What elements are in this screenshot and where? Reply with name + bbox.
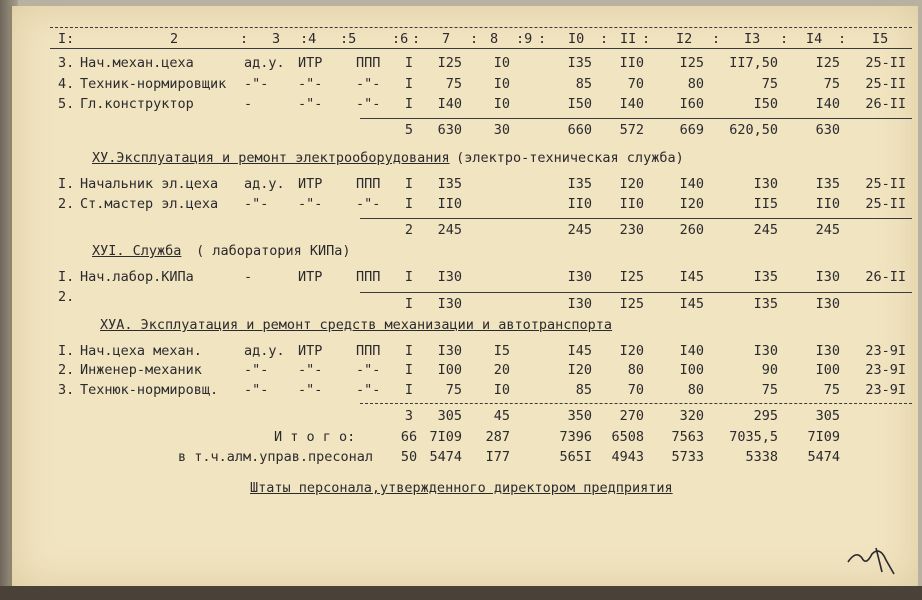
s2-total-c12: 260 — [679, 222, 704, 238]
s2-row-1-c11: II0 — [619, 196, 644, 212]
s1-row-1-c8: I0 — [493, 76, 510, 92]
s2-row-1-c15: 25-II — [865, 196, 906, 212]
s4-row-2-c11: 70 — [627, 382, 644, 398]
s2-row-1-c10: II0 — [567, 196, 592, 212]
s1-row-2-c11: I40 — [619, 96, 644, 112]
header-col-17: I2 — [676, 31, 693, 47]
header-col-23: I5 — [872, 31, 889, 47]
s1-row-2-c4: -"- — [298, 96, 323, 112]
s1-total-c10: 660 — [567, 122, 592, 138]
header-col-3: 3 — [272, 31, 281, 47]
s3-row-0-c13: I35 — [753, 269, 778, 285]
s1-row-2-c7: I40 — [437, 96, 462, 112]
s2-row-0-c11: I20 — [619, 176, 644, 192]
s4-row-0-num: I. — [58, 343, 75, 359]
s1-row-0-c15: 25-II — [865, 55, 906, 71]
adm-c10: 565I — [559, 449, 592, 465]
s4-total-c10: 350 — [567, 408, 592, 424]
handwritten-mark — [842, 540, 902, 580]
s1-row-0-c10: I35 — [567, 55, 592, 71]
adm-c6: 50 — [400, 449, 418, 465]
s1-row-0-c12: I25 — [679, 55, 704, 71]
s4-row-1-c5: -"- — [356, 362, 381, 378]
header-col-19: I3 — [744, 31, 761, 47]
s3-row-0-c6: I — [404, 269, 414, 285]
s1-row-1-c3: -"- — [244, 76, 269, 92]
s1-total-c13: 620,50 — [729, 122, 778, 138]
s2-title: ХУ.Эксплуатация и ремонт электрооборудования — [92, 150, 450, 166]
header-col-2: : — [240, 31, 249, 47]
adm-label: в т.ч.алм.управ.пресонал — [178, 449, 374, 465]
s4-row-2-c4: -"- — [298, 382, 323, 398]
s3-row-0-num: I. — [58, 269, 75, 285]
s4-row-0-c5: ППП — [356, 343, 381, 359]
footer-title: Штаты персонала,утвержденного директором предприятия — [250, 480, 673, 496]
s4-row-1-c15: 23-9I — [865, 362, 906, 378]
s4-total-c8: 45 — [493, 408, 510, 424]
s3-row-0-c11: I25 — [619, 269, 644, 285]
s4-row-1-c6: I — [404, 362, 414, 378]
document-page — [10, 6, 918, 588]
s1-row-0-c14: I25 — [815, 55, 840, 71]
header-col-6: :6 — [392, 31, 409, 47]
s4-row-0-c12: I40 — [679, 343, 704, 359]
s4-row-0-c8: I5 — [493, 343, 510, 359]
s3-row-0-c5: ППП — [356, 269, 381, 285]
s4-total-c12: 320 — [679, 408, 704, 424]
s1-row-0-c13: II7,50 — [729, 55, 778, 71]
s4-row-0-c3: ад.у. — [244, 343, 285, 359]
s4-total-c7: 305 — [437, 408, 462, 424]
s3-title-rest: ( лаборатория КИПа) — [188, 243, 351, 259]
s4-row-1-c12: I00 — [679, 362, 704, 378]
s4-title: ХУА. Эксплуатация и ремонт средств механизации и автотранспорта — [100, 317, 613, 333]
s4-row-1-c10: I20 — [567, 362, 592, 378]
s1-row-0-c11: II0 — [619, 55, 644, 71]
s4-row-1-c4: -"- — [298, 362, 323, 378]
s2-row-0-c4: ИТР — [298, 176, 323, 192]
s2-row-1-num: 2. — [58, 196, 75, 212]
s4-row-0-c10: I45 — [567, 343, 592, 359]
adm-c12: 5733 — [671, 449, 704, 465]
itogo-c8: 287 — [485, 429, 510, 445]
s1-row-2-c13: I50 — [753, 96, 778, 112]
itogo-c14: 7I09 — [807, 429, 840, 445]
header-col-11: :9 — [516, 31, 533, 47]
s4-row-1-c3: -"- — [244, 362, 269, 378]
s3-total-c14: I30 — [815, 296, 840, 312]
s4-row-2-c6: I — [404, 382, 414, 398]
header-col-22: : — [838, 31, 847, 47]
s4-row-1-c11: 80 — [627, 362, 644, 378]
s2-row-1-c14: II0 — [815, 196, 840, 212]
s3-total-c7: I30 — [437, 296, 462, 312]
adm-c11: 4943 — [611, 449, 644, 465]
s3-row-0-c12: I45 — [679, 269, 704, 285]
header-bottom-line — [50, 48, 912, 49]
adm-c13: 5338 — [745, 449, 778, 465]
s2-row-1-c4: -"- — [298, 196, 323, 212]
s4-row-2-c8: I0 — [493, 382, 510, 398]
s1-row-2-c3: - — [244, 96, 253, 112]
s3-row-0-c10: I30 — [567, 269, 592, 285]
s4-total-line — [360, 403, 912, 404]
s1-row-2-c14: I40 — [815, 96, 840, 112]
itogo-c12: 7563 — [671, 429, 704, 445]
s4-row-1-c13: 90 — [761, 362, 778, 378]
s3-row-0-c3: - — [244, 269, 253, 285]
s1-row-2-name: Гл.конструктор — [80, 96, 194, 112]
s1-total-c12: 669 — [679, 122, 704, 138]
s4-row-2-name: Технюк-нормировщ. — [80, 382, 219, 398]
s4-row-1-num: 2. — [58, 362, 75, 378]
header-col-4: :4 — [300, 31, 317, 47]
s1-row-0-c5: ППП — [356, 55, 381, 71]
s4-row-0-c15: 23-9I — [865, 343, 906, 359]
s3-total-c6: I — [404, 296, 414, 312]
s2-row-0-c6: I — [404, 176, 414, 192]
s1-row-0-name: Нач.механ.цеха — [80, 55, 194, 71]
s4-row-2-num: 3. — [58, 382, 75, 398]
s2-row-1-c12: I20 — [679, 196, 704, 212]
s4-row-0-c11: I20 — [619, 343, 644, 359]
s3-title: ХУI. Служба — [92, 243, 182, 259]
s4-row-2-c13: 75 — [761, 382, 778, 398]
s4-row-1-c14: I00 — [815, 362, 840, 378]
s4-row-2-c5: -"- — [356, 382, 381, 398]
s4-row-0-c4: ИТР — [298, 343, 323, 359]
s1-total-c8: 30 — [493, 122, 510, 138]
s1-row-1-name: Техник-нормировщик — [80, 76, 227, 92]
adm-c7: 5474 — [429, 449, 462, 465]
s2-row-1-c7: II0 — [437, 196, 462, 212]
s2-row-0-c10: I35 — [567, 176, 592, 192]
s2-row-1-name: Ст.мастер эл.цеха — [80, 196, 219, 212]
adm-c8: I77 — [485, 449, 510, 465]
s4-total-c13: 295 — [753, 408, 778, 424]
s3-row-0-c14: I30 — [815, 269, 840, 285]
s3-total-c13: I35 — [753, 296, 778, 312]
header-col-13: I0 — [568, 31, 585, 47]
s1-row-1-c6: I — [404, 76, 414, 92]
s4-row-2-c10: 85 — [575, 382, 592, 398]
s1-row-1-c11: 70 — [627, 76, 644, 92]
header-col-10: 8 — [490, 31, 499, 47]
itogo-label: И т о г о: — [274, 429, 356, 445]
s1-row-2-c12: I60 — [679, 96, 704, 112]
s2-row-0-name: Начальник эл.цеха — [80, 176, 219, 192]
itogo-c10: 7396 — [559, 429, 592, 445]
s2-row-0-c15: 25-II — [865, 176, 906, 192]
s4-row-0-c6: I — [404, 343, 414, 359]
s2-row-0-c14: I35 — [815, 176, 840, 192]
s3-total-c11: I25 — [619, 296, 644, 312]
s4-row-0-c7: I30 — [437, 343, 462, 359]
s1-row-2-c6: I — [404, 96, 414, 112]
s2-total-c6: 2 — [404, 222, 414, 238]
adm-c14: 5474 — [807, 449, 840, 465]
header-col-12: : — [538, 31, 547, 47]
s3-row-0-c7: I30 — [437, 269, 462, 285]
s1-row-1-c10: 85 — [575, 76, 592, 92]
s1-row-0-c6: I — [404, 55, 414, 71]
s1-row-1-c13: 75 — [761, 76, 778, 92]
header-col-9: : — [470, 31, 479, 47]
header-col-14: : — [600, 31, 609, 47]
s3-row-1-num: 2. — [58, 289, 75, 305]
s4-row-2-c3: -"- — [244, 382, 269, 398]
s1-row-0-c4: ИТР — [298, 55, 323, 71]
s2-row-1-c5: -"- — [356, 196, 381, 212]
s2-row-0-num: I. — [58, 176, 75, 192]
s4-row-0-name: Нач.цеха механ. — [80, 343, 202, 359]
s2-row-0-c12: I40 — [679, 176, 704, 192]
page-bottom-shadow — [0, 586, 922, 600]
s2-total-c11: 230 — [619, 222, 644, 238]
s1-row-0-c3: ад.у. — [244, 55, 285, 71]
s2-total-c10: 245 — [567, 222, 592, 238]
s2-row-0-c13: I30 — [753, 176, 778, 192]
s1-row-1-c14: 75 — [823, 76, 840, 92]
s4-row-2-c12: 80 — [687, 382, 704, 398]
itogo-c6: 66 — [400, 429, 418, 445]
s1-row-0-c8: I0 — [493, 55, 510, 71]
header-col-0: I: — [58, 31, 75, 47]
s4-row-2-c7: 75 — [445, 382, 462, 398]
s1-row-2-c15: 26-II — [865, 96, 906, 112]
s2-row-0-c3: ад.у. — [244, 176, 285, 192]
s2-total-c14: 245 — [815, 222, 840, 238]
s4-total-c6: 3 — [404, 408, 414, 424]
s3-row-0-name: Нач.лабор.КИПа — [80, 269, 194, 285]
s3-row-0-c4: ИТР — [298, 269, 323, 285]
s1-total-c14: 630 — [815, 122, 840, 138]
header-col-5: :5 — [340, 31, 357, 47]
s4-row-2-c14: 75 — [823, 382, 840, 398]
s3-total-c10: I30 — [567, 296, 592, 312]
header-col-20: : — [780, 31, 789, 47]
s3-row-0-c15: 26-II — [865, 269, 906, 285]
s1-row-2-c5: -"- — [356, 96, 381, 112]
s2-row-1-c13: II5 — [753, 196, 778, 212]
header-col-8: 7 — [442, 31, 451, 47]
s3-total-line — [360, 292, 912, 293]
s3-total-c12: I45 — [679, 296, 704, 312]
header-col-16: : — [642, 31, 651, 47]
itogo-c7: 7I09 — [429, 429, 462, 445]
header-col-21: I4 — [806, 31, 823, 47]
s2-total-line — [360, 218, 912, 219]
s2-row-1-c6: I — [404, 196, 414, 212]
s4-total-c14: 305 — [815, 408, 840, 424]
itogo-c13: 7035,5 — [729, 429, 778, 445]
s4-row-1-name: Инженер-механик — [80, 362, 202, 378]
s4-row-0-c14: I30 — [815, 343, 840, 359]
s1-row-0-num: 3. — [58, 55, 75, 71]
s2-row-1-c3: -"- — [244, 196, 269, 212]
s1-row-1-c4: -"- — [298, 76, 323, 92]
header-col-1: 2 — [170, 31, 179, 47]
s2-title-rest: (электро-техническая служба) — [448, 150, 684, 166]
s1-row-1-c7: 75 — [445, 76, 462, 92]
s1-total-c6: 5 — [404, 122, 414, 138]
header-top-line — [50, 27, 912, 28]
header-col-7: : — [412, 31, 421, 47]
s2-total-c13: 245 — [753, 222, 778, 238]
s1-total-line — [360, 118, 912, 119]
s1-row-1-c5: -"- — [356, 76, 381, 92]
s2-row-0-c5: ППП — [356, 176, 381, 192]
s1-row-2-c10: I50 — [567, 96, 592, 112]
s4-row-2-c15: 23-9I — [865, 382, 906, 398]
s1-row-1-c12: 80 — [687, 76, 704, 92]
s4-total-c11: 270 — [619, 408, 644, 424]
s2-total-c7: 245 — [437, 222, 462, 238]
s2-row-0-c7: I35 — [437, 176, 462, 192]
s1-row-1-num: 4. — [58, 76, 75, 92]
s1-row-2-num: 5. — [58, 96, 75, 112]
itogo-c11: 6508 — [611, 429, 644, 445]
s4-row-1-c8: 20 — [493, 362, 510, 378]
s1-row-2-c8: I0 — [493, 96, 510, 112]
header-col-18: : — [712, 31, 721, 47]
s1-total-c11: 572 — [619, 122, 644, 138]
s4-row-0-c13: I30 — [753, 343, 778, 359]
header-col-15: II — [620, 31, 637, 47]
s1-total-c7: 630 — [437, 122, 462, 138]
s4-row-1-c7: I00 — [437, 362, 462, 378]
s1-row-0-c7: I25 — [437, 55, 462, 71]
s1-row-1-c15: 25-II — [865, 76, 906, 92]
